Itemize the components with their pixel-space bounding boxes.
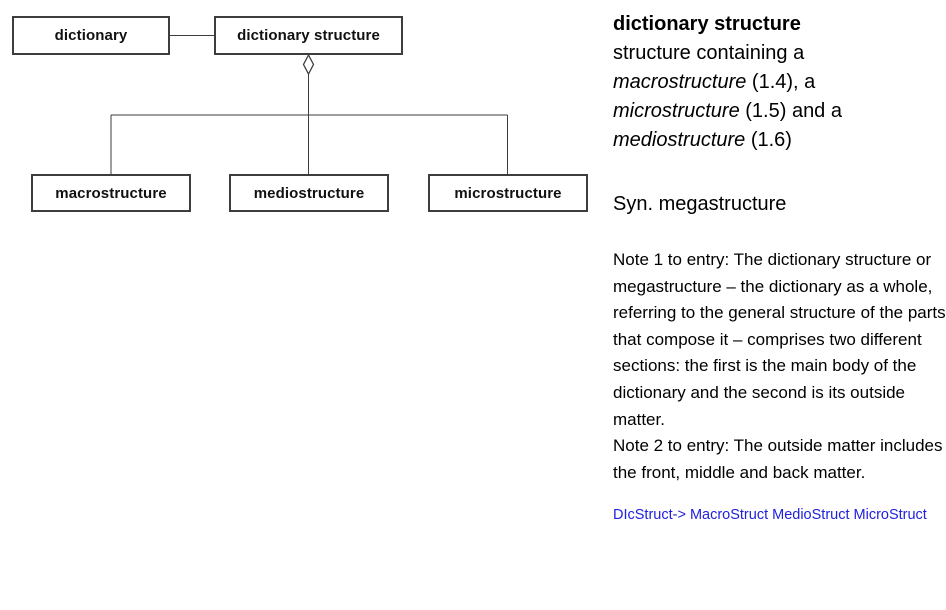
node-dictionary-structure-label: dictionary structure	[237, 27, 380, 44]
definition-line-macrostructure	[613, 68, 946, 97]
note-1: Note 1 to entry: The dictionary structure or megastructure – the dictionary as a whole, referring to the general structure of the parts that compose it – comprises two different sections: the first is the main body of the dictionary and the second is its outside matter.	[613, 250, 946, 429]
definition-line-microstructure	[613, 97, 946, 126]
node-dictionary	[12, 16, 170, 55]
synonym-line: Syn. megastructure	[613, 193, 787, 215]
notes-block	[613, 247, 946, 486]
node-macrostructure-label: macrostructure	[55, 184, 167, 202]
entry-panel	[613, 10, 946, 526]
node-macrostructure	[31, 174, 191, 212]
entry-term-title: dictionary structure	[613, 13, 801, 35]
aggregation-diamond-icon	[304, 55, 314, 74]
definition-term-italic: mediostructure	[613, 129, 746, 151]
xref-notation: DIcStruct-> MacroStruct MedioStruct MicroStruct	[613, 507, 927, 524]
definition-term-italic: microstructure	[613, 100, 740, 122]
node-dictionary-label: dictionary	[54, 27, 128, 44]
node-mediostructure-label: mediostructure	[253, 184, 365, 202]
definition-term-rest: (1.5) and a	[739, 100, 842, 122]
definition-intro: structure containing a	[613, 42, 805, 64]
definition-term-rest: (1.6)	[745, 129, 792, 151]
node-mediostructure	[229, 174, 389, 212]
node-dictionary-structure	[214, 16, 403, 55]
definition-term-rest: (1.4), a	[746, 71, 816, 93]
note-2: Note 2 to entry: The outside matter includes the front, middle and back matter.	[613, 436, 943, 482]
definition-line-mediostructure	[613, 126, 946, 155]
definition-term-italic: macrostructure	[613, 71, 747, 93]
node-microstructure	[428, 174, 588, 212]
node-microstructure-label: microstructure	[454, 184, 562, 202]
